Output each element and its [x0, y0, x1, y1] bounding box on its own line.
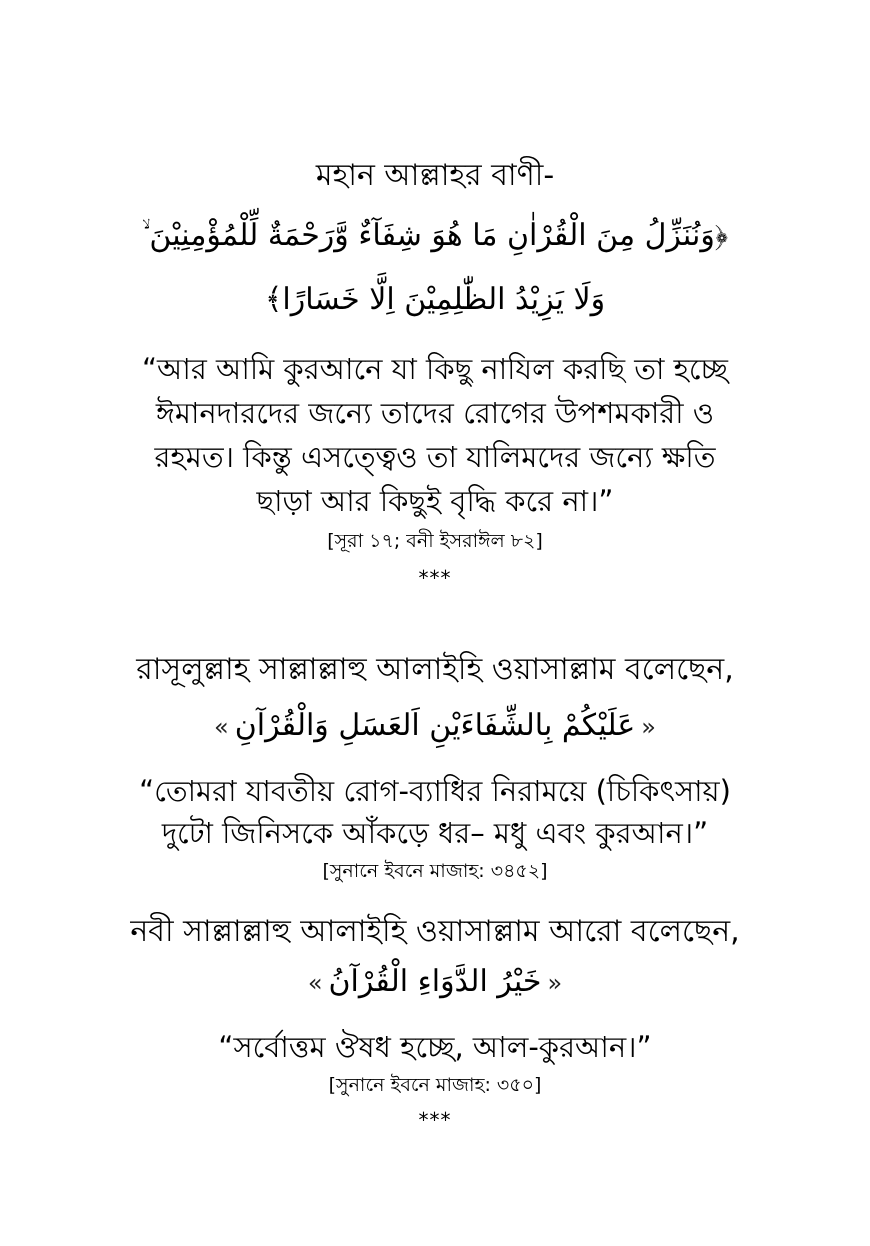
reference-surah: [সূরা ১৭; বনী ইসরাঈল ৮২] [327, 530, 543, 552]
separator-1: *** [418, 566, 452, 590]
reference-ibn-majah-350: [সুনানে ইবনে মাজাহ: ৩৫০] [328, 1074, 542, 1096]
hadith-1-open-bracket: « [214, 713, 229, 741]
hadith-2-close-bracket: » [547, 969, 563, 997]
hadith-2-open-bracket: « [307, 969, 323, 997]
translation-line-1: “আর আমি কুরআনে যা কিছু নাযিল করছি তা হচ্ছে [141, 352, 729, 386]
translation-line-3: রহমত। কিন্তু এসত্ত্বেও তা যালিমদের জন্যে ক্ষতি [154, 440, 716, 474]
reference-ibn-majah-3452: [সুনানে ইবনে মাজাহ: ৩৪৫২] [322, 860, 548, 882]
hadith-1-close-bracket: » [641, 713, 656, 741]
hadith-1-translation-line-2: দুটো জিনিসকে আঁকড়ে ধর– মধু এবং কুরআন।” [161, 816, 709, 850]
translation-line-4: ছাড়া আর কিছুই বৃদ্ধি করে না।” [256, 484, 614, 518]
section2-heading: রাসূলুল্লাহ সাল্লাল্লাহু আলাইহি ওয়াসাল্লাম বলেছেন, [136, 652, 734, 687]
quran-verse-line-2: وَلَا يَزِيْدُ الظّٰلِمِيْنَ اِلَّا خَسَارًا﴾ [264, 282, 606, 317]
hadith-1-translation-line-1: “তোমরা যাবতীয় রোগ-ব্যাধির নিরাময়ে (চিকিৎসায়) [139, 774, 731, 808]
separator-2: *** [418, 1108, 452, 1132]
hadith-2-translation: “সর্বোত্তম ঔষধ হচ্ছে, আল-কুরআন।” [218, 1030, 652, 1064]
section3-heading: নবী সাল্লাল্লাহু আলাইহি ওয়াসাল্লাম আরো বলেছেন, [130, 914, 740, 949]
translation-line-2: ঈমানদারদের জন্যে তাদের রোগের উপশমকারী ও [155, 396, 715, 430]
quran-verse-line-1: ﴿وَنُنَزِّلُ مِنَ الْقُرْاٰنِ مَا هُوَ شِفَآءٌ وَّرَحْمَةٌ لِّلْمُؤْمِنِيْنَ ۙ [141, 218, 729, 253]
hadith-1-text: عَلَيْكُمْ بِالشِّفَاءَيْنِ اَلعَسَلِ وَالْقُرْآنِ [234, 708, 636, 743]
hadith-2 [0, 964, 870, 1000]
hadith-1 [0, 708, 870, 744]
hadith-2-text: خَيْرُ الدَّوَاءِ الْقُرْآنُ [328, 964, 542, 999]
section1-heading: মহান আল্লাহর বাণী- [315, 158, 555, 193]
